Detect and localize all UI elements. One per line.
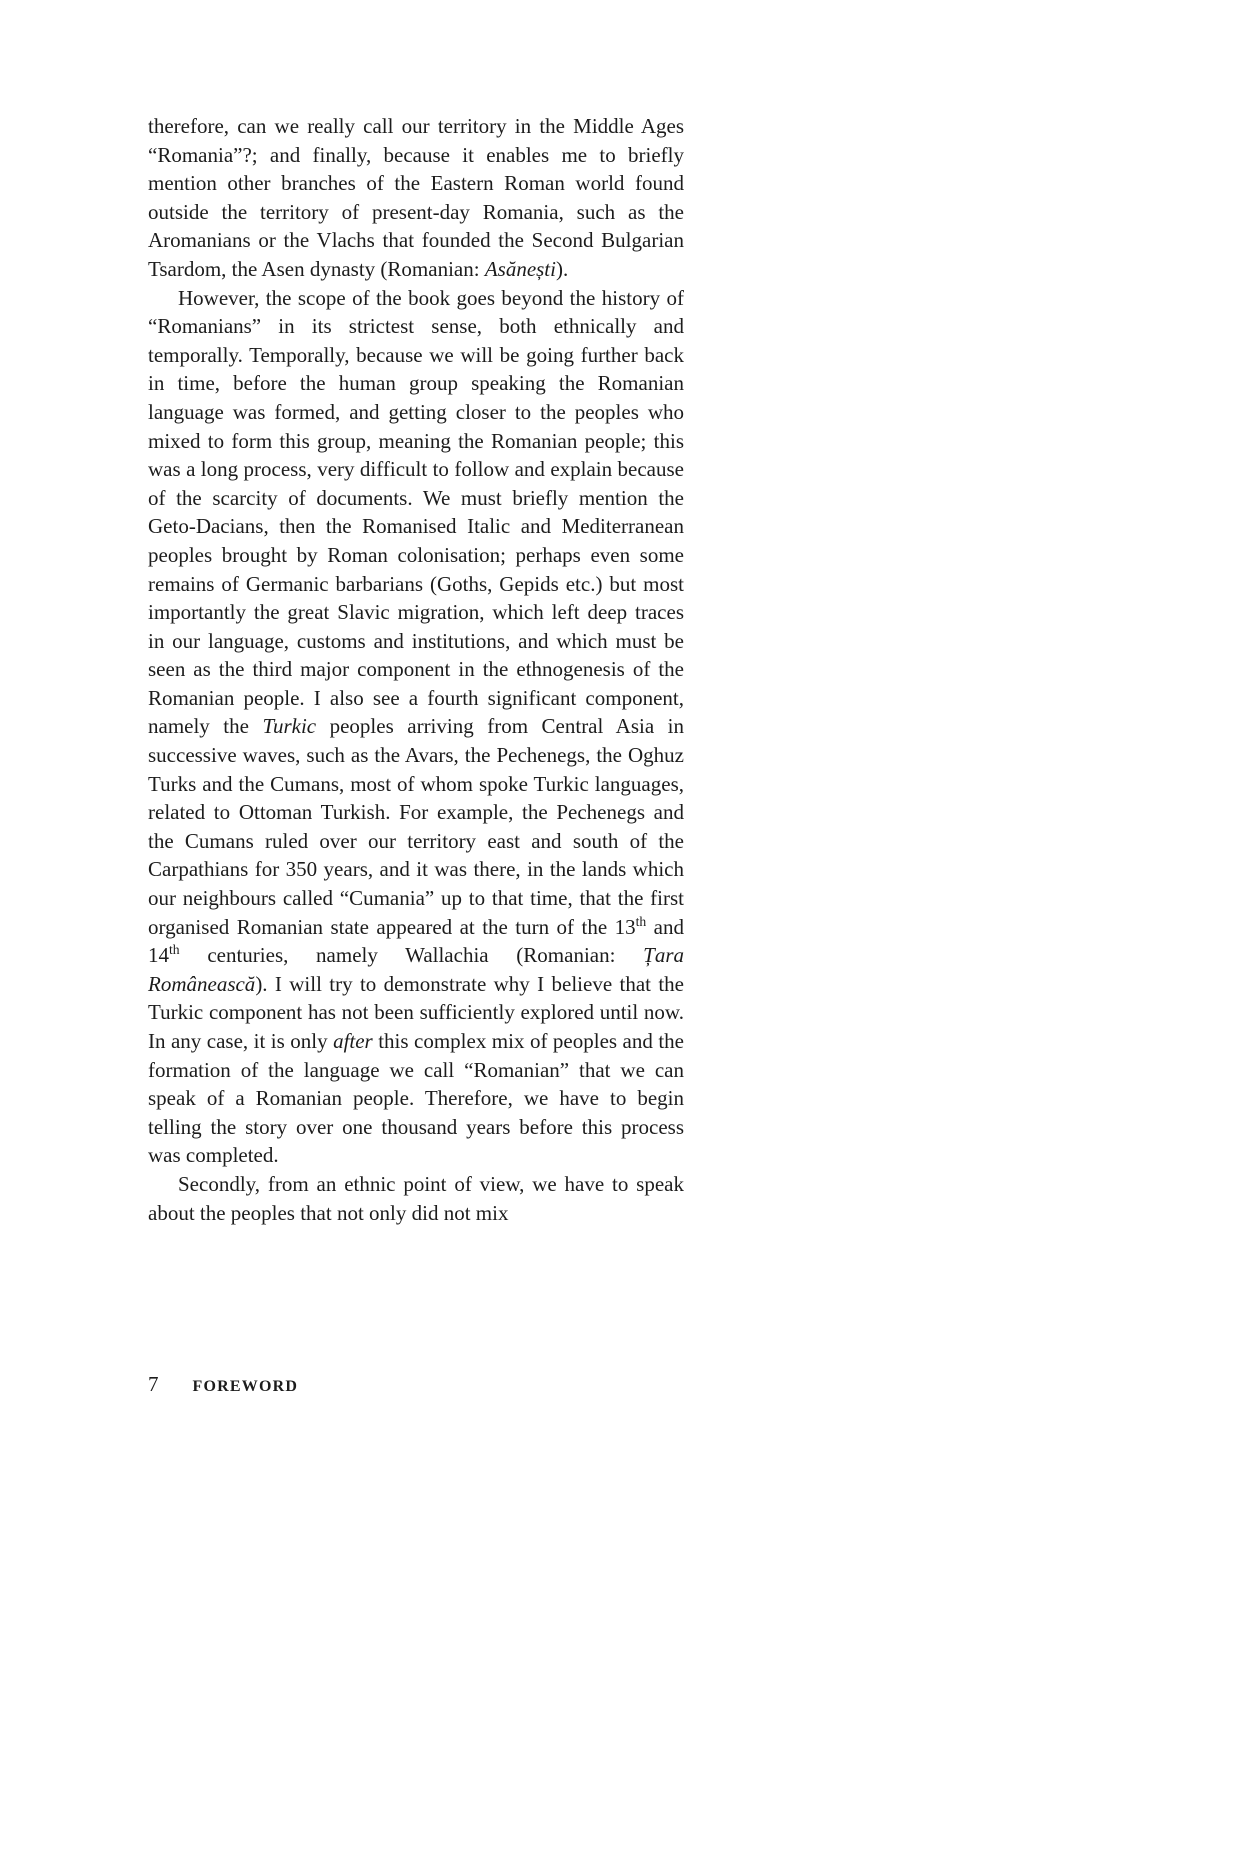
- page-footer: [148, 1372, 298, 1397]
- page-number: 7: [148, 1372, 159, 1396]
- text-block: [148, 112, 684, 1227]
- paragraph: Secondly, from an ethnic point of view, we have to speak about the peoples that not only did not mix: [148, 1171, 684, 1225]
- paragraph: therefore, can we really call our territory in the Middle Ages “Romania”?; and finally, because it enables me to briefly mention other branches of the Eastern Roman world found outside the territory of present-day Romania, such as the Aromanians or the Vlachs that founded the Second Bulgarian Tsardom, the Asen dynasty (Romanian: Asănești).: [148, 114, 684, 281]
- paragraph: However, the scope of the book goes beyond the history of “Romanians” in its strictest sense, both ethnically and temporally. Temporally, because we will be going further back in time, before the human group speaking the Romanian language was formed, and getting closer to the peoples who mixed to form this group, meaning the Romanian people; this was a long process, very difficult to follow and explain because of the scarcity of documents. We must briefly mention the Geto-Dacians, then the Romanised Italic and Mediterranean peoples brought by Roman colonisation; perhaps even some remains of Germanic barbarians (Goths, Gepids etc.) but most importantly the great Slavic migration, which left deep traces in our language, customs and institutions, and which must be seen as the third major component in the ethnogenesis of the Romanian people. I also see a fourth significant component, namely the Turkic peoples arriving from Central Asia in successive waves, such as the Avars, the Pechenegs, the Oghuz Turks and the Cumans, most of whom spoke Turkic languages, related to Ottoman Turkish. For example, the Pechenegs and the Cumans ruled over our territory east and south of the Carpathians for 350 years, and it was there, in the lands which our neighbours called “Cumania” up to that time, that the first organised Romanian state appeared at the turn of the 13th and 14th centuries, namely Wallachia (Romanian: Țara Românească). I will try to demonstrate why I believe that the Turkic component has not been sufficiently explored until now. In any case, it is only after this complex mix of peoples and the formation of the language we call “Romanian” that we can speak of a Romanian people. Therefore, we have to begin telling the story over one thousand years before this process was completed.: [148, 285, 684, 1168]
- running-header-section: FOREWORD: [192, 1378, 299, 1395]
